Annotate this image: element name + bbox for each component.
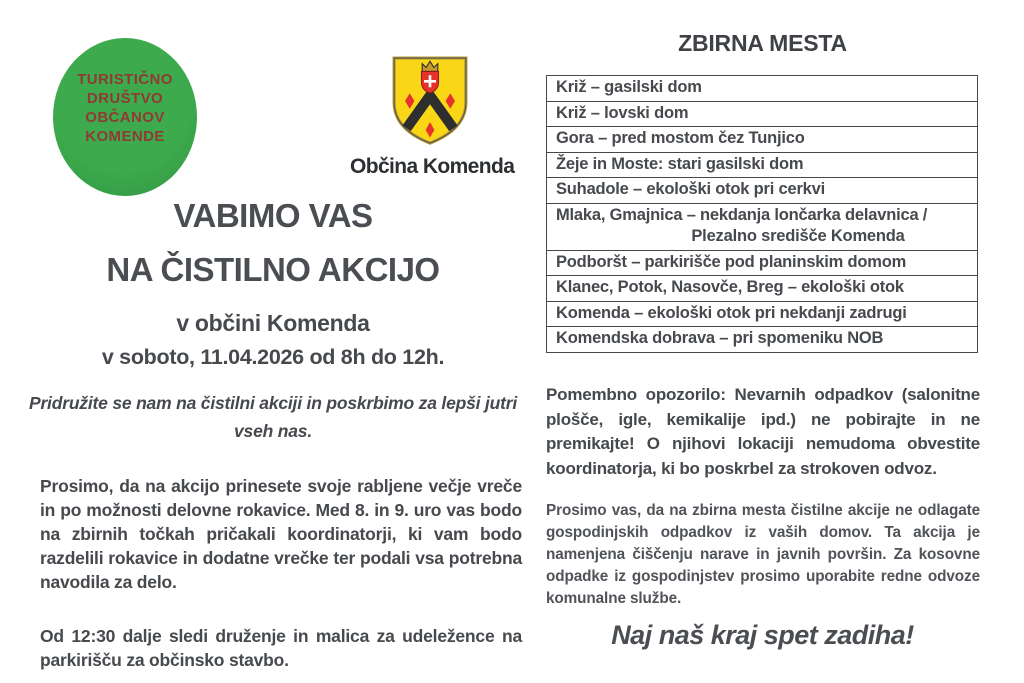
table-cell: Križ – gasilski dom [556,78,702,96]
invitation-datetime: v soboto, 11.04.2026 od 8h do 12h. [101,345,445,369]
table-row [547,76,977,101]
collection-points-title: ZBIRNA MESTA [678,30,847,56]
municipality-name: Občina Komenda [350,155,515,178]
afterparty-paragraph: Od 12:30 dalje sledi druženje in malica za udeležence na parkirišču za občinsko stavbo. [40,625,522,670]
invitation-title-line2: NA ČISTILNO AKCIJO [106,251,440,288]
hazardous-waste-warning: Pomembno opozorilo: Nevarnih odpadkov (salonitne plošče, igle, kemikalije ipd.) ne pobirajte in ne premikajte! O njihovi lokaciji nemudoma obvestite koordinatorja, ki bo poskrbel za strokoven odvoz. [546,385,980,478]
badge-text-line: TURISTIČNO [77,71,173,88]
municipality-emblem [350,54,515,179]
table-row [547,177,977,203]
table-row [547,275,977,301]
household-waste-notice: Prosimo vas, da na zbirna mesta čistilne akcije ne odlagate gospodinjskih odpadkov iz vaših domov. Ta akcija je namenjena čiščenju narave in javnih površin. Za kosovne odpadke iz gospodinjstev prosimo uporabite redne odvoze komunalne službe. [546,502,980,608]
invitation-location: v občini Komenda [176,310,370,336]
table-cell: Suhadole – ekološki otok pri cerkvi [556,180,826,198]
table-cell: Klanec, Potok, Nasovče, Breg – ekološki otok [556,278,904,296]
tourist-society-badge [53,38,197,196]
table-row [547,101,977,127]
badge-text-line: KOMENDE [85,128,165,145]
table-cell: Komenda – ekološki otok pri nekdanji zadrugi [556,303,907,322]
table-cell: Žeje in Moste: stari gasilski dom [556,154,804,173]
instructions-paragraph: Prosimo, da na akcijo prinesete svoje rabljene večje vreče in po možnosti delovne rokavice. Med 8. in 9. uro vas bodo na zbirnih točkah pričakali koordinatorji, ki vam bodo razdelili rokavice in dodatne vrečke ter podali vsa potrebna navodila za delo. [40,475,522,593]
table-cell: Podboršt – parkirišče pod planinskim domom [556,252,907,271]
table-row [547,126,977,152]
table-row [547,203,977,250]
invitation-title-line1: VABIMO VAS [173,197,373,234]
table-cell: Križ – lovski dom [556,103,689,122]
collection-points-table [546,75,978,353]
table-cell: Mlaka, Gmajnica – nekdanja lončarka delavnica / [556,205,928,224]
komenda-coat-of-arms-icon [391,54,469,148]
table-row [547,152,977,178]
table-cell-second-line: Plezalno središče Komenda [691,227,905,245]
closing-slogan: Naj naš kraj spet zadiha! [611,620,914,650]
invitation-tagline: Pridružite se nam na čistilni akciji in poskrbimo za lepši jutri vseh nas. [28,393,518,441]
badge-text-line: OBČANOV [85,109,165,126]
badge-text-line: DRUŠTVO [86,90,164,107]
table-row [547,250,977,276]
table-cell: Gora – pred mostom čez Tunjico [556,129,805,147]
table-row [547,301,977,327]
table-cell: Komendska dobrava – pri spomeniku NOB [556,329,884,347]
table-row [547,326,977,352]
